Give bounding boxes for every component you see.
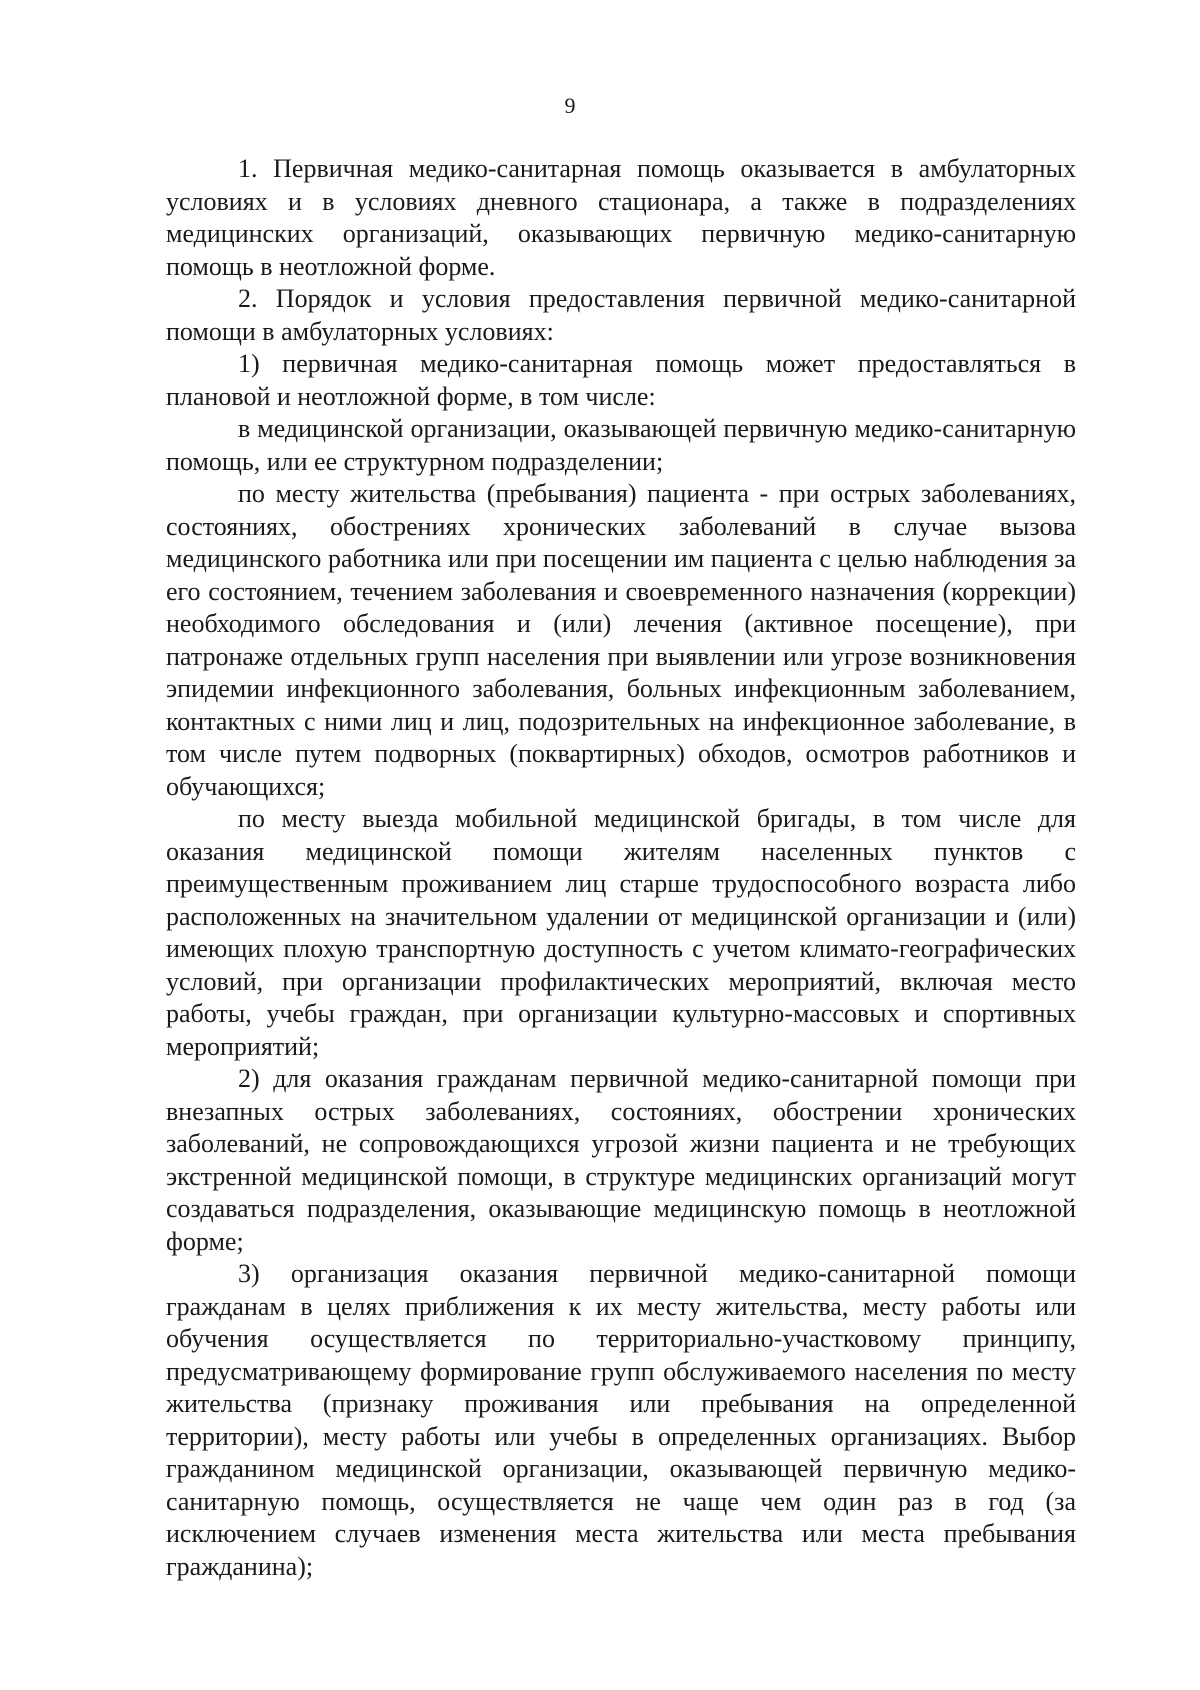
page-number: 9 (564, 93, 576, 118)
paragraph: по месту жительства (пребывания) пациента - при острых заболеваниях, состояниях, обострениях хронических заболеваний в случае вызова медицинского работника или при посещении им пациента с целью наблюдения за его состоянием, течением заболевания и своевременного назначения (коррекции) необходимого обследования и (или) лечения (активное посещение), при патронаже отдельных групп населения при выявлении или угрозе возникновения эпидемии инфекционного заболевания, больных инфекционным заболеванием, контактных с ними лиц и лиц, подозрительных на инфекционное заболевание, в том числе путем подворных (поквартирных) обходов, осмотров работников и обучающихся; (166, 479, 1076, 801)
paragraph: в медицинской организации, оказывающей первичную медико-санитарную помощь, или ее структурном подразделении; (166, 414, 1076, 476)
paragraph: по месту выезда мобильной медицинской бригады, в том числе для оказания медицинской помощи жителям населенных пунктов с преимущественным проживанием лиц старше трудоспособного возраста либо расположенных на значительном удалении от медицинской организации и (или) имеющих плохую транспортную доступность с учетом климато-географических условий, при организации профилактических мероприятий, включая место работы, учебы граждан, при организации культурно-массовых и спортивных мероприятий; (166, 804, 1076, 1061)
paragraph: 2) для оказания гражданам первичной медико-санитарной помощи при внезапных острых заболеваниях, состояниях, обострении хронических заболеваний, не сопровождающихся угрозой жизни пациента и не требующих экстренной медицинской помощи, в структуре медицинских организаций могут создаваться подразделения, оказывающие медицинскую помощь в неотложной форме; (166, 1064, 1076, 1256)
paragraph: 1) первичная медико-санитарная помощь может предоставляться в плановой и неотложной форме, в том числе: (166, 349, 1076, 411)
document-body (166, 153, 1076, 1583)
paragraph: 3) организация оказания первичной медико-санитарной помощи гражданам в целях приближения к их месту жительства, месту работы или обучения осуществляется по территориально-участковому принципу, предусматривающему формирование групп обслуживаемого населения по месту жительства (признаку проживания или пребывания на определенной территории), месту работы или учебы в определенных организациях. Выбор гражданином медицинской организации, оказывающей первичную медико-санитарную помощь, осуществляется не чаще чем один раз в год (за исключением случаев изменения места жительства или места пребывания гражданина); (166, 1259, 1076, 1581)
paragraph: 1. Первичная медико-санитарная помощь оказывается в амбулаторных условиях и в условиях дневного стационара, а также в подразделениях медицинских организаций, оказывающих первичную медико-санитарную помощь в неотложной форме. (166, 154, 1076, 281)
paragraph: 2. Порядок и условия предоставления первичной медико-санитарной помощи в амбулаторных условиях: (166, 284, 1076, 346)
